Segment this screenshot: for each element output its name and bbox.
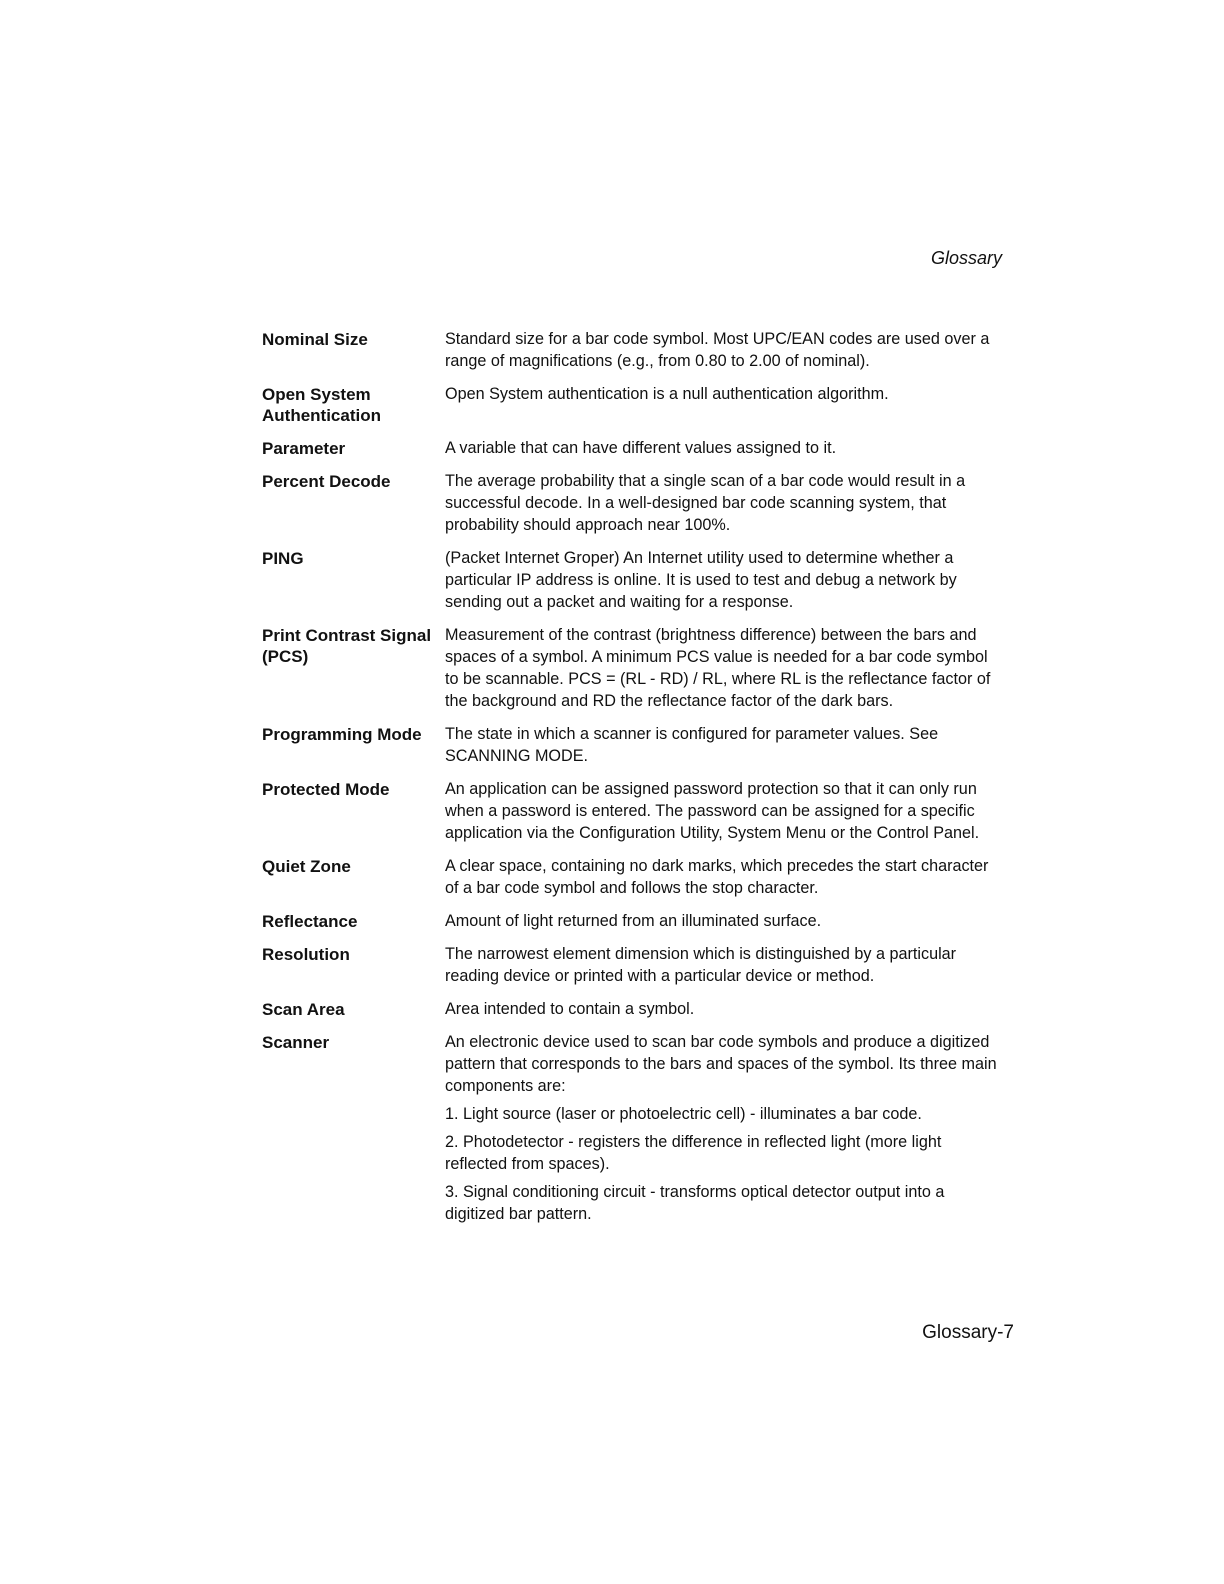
glossary-term: Protected Mode xyxy=(262,780,390,799)
definition-paragraph: A variable that can have different values assigned to it. xyxy=(445,439,837,457)
definition-paragraph: 2. Photodetector - registers the difference in reflected light (more light reflected from spaces). xyxy=(445,1133,942,1173)
glossary-entry xyxy=(262,998,1002,1020)
glossary-definition xyxy=(445,470,1002,536)
glossary-definition xyxy=(445,778,1002,844)
definition-paragraph: 3. Signal conditioning circuit - transforms optical detector output into a digitized bar pattern. xyxy=(445,1183,945,1223)
glossary-term: Percent Decode xyxy=(262,472,391,491)
glossary-definition xyxy=(445,1031,1002,1225)
glossary-entry xyxy=(262,778,1002,844)
definition-paragraph: 1. Light source (laser or photoelectric cell) - illuminates a bar code. xyxy=(445,1105,922,1123)
definition-paragraph: Amount of light returned from an illuminated surface. xyxy=(445,912,822,930)
glossary-term: Print Contrast Signal (PCS) xyxy=(262,626,432,666)
definition-paragraph: The average probability that a single scan of a bar code would result in a successful decode. In a well-designed bar code scanning system, that probability should approach near 100%. xyxy=(445,472,966,534)
glossary-term: Scanner xyxy=(262,1033,330,1052)
glossary-term: Scan Area xyxy=(262,1000,345,1019)
glossary-entry xyxy=(262,723,1002,767)
running-header: Glossary xyxy=(930,248,1002,268)
glossary-entry xyxy=(262,1031,1002,1225)
definition-paragraph: The narrowest element dimension which is distinguished by a particular reading device or printed with a particular device or method. xyxy=(445,945,957,985)
glossary-entry xyxy=(262,383,1002,426)
glossary-entry xyxy=(262,855,1002,899)
definition-paragraph: The state in which a scanner is configured for parameter values. See SCANNING MODE. xyxy=(445,725,939,765)
glossary-term: Quiet Zone xyxy=(262,857,351,876)
glossary-entry xyxy=(262,943,1002,987)
glossary-entry xyxy=(262,328,1002,372)
definition-paragraph: Open System authentication is a null authentication algorithm. xyxy=(445,385,889,403)
page-number: Glossary-7 xyxy=(922,1322,1014,1343)
glossary-definition xyxy=(445,943,1002,987)
definition-paragraph: An application can be assigned password protection so that it can only run when a password is entered. The password can be assigned for a specific application via the Configuration Utility, System Menu or the Control Panel. xyxy=(445,780,980,842)
glossary-definition xyxy=(445,383,1002,426)
definition-paragraph: Area intended to contain a symbol. xyxy=(445,1000,695,1018)
glossary-entry xyxy=(262,470,1002,536)
glossary-definition xyxy=(445,547,1002,613)
glossary-definition xyxy=(445,437,1002,459)
definition-paragraph: An electronic device used to scan bar code symbols and produce a digitized pattern that corresponds to the bars and spaces of the symbol. Its three main components are: xyxy=(445,1033,997,1095)
glossary-term: Reflectance xyxy=(262,912,358,931)
definition-paragraph: Measurement of the contrast (brightness difference) between the bars and spaces of a symbol. A minimum PCS value is needed for a bar code symbol to be scannable. PCS = (RL - RD) / RL, where RL is the reflectance factor of the background and RD the reflectance factor of the dark bars. xyxy=(445,626,991,710)
glossary-entry xyxy=(262,910,1002,932)
glossary-definition xyxy=(445,910,1002,932)
definition-paragraph: A clear space, containing no dark marks, which precedes the start character of a bar code symbol and follows the stop character. xyxy=(445,857,989,897)
glossary-term: Parameter xyxy=(262,439,346,458)
definition-paragraph: (Packet Internet Groper) An Internet utility used to determine whether a particular IP address is online. It is used to test and debug a network by sending out a packet and waiting for a response. xyxy=(445,549,957,611)
glossary-entry xyxy=(262,547,1002,613)
glossary-term: Open System Authentication xyxy=(262,385,381,425)
glossary-definition xyxy=(445,328,1002,372)
glossary-term: Programming Mode xyxy=(262,725,422,744)
glossary-list xyxy=(262,328,1002,1236)
glossary-definition xyxy=(445,855,1002,899)
definition-paragraph: Standard size for a bar code symbol. Most UPC/EAN codes are used over a range of magnifications (e.g., from 0.80 to 2.00 of nominal). xyxy=(445,330,990,370)
glossary-definition xyxy=(445,998,1002,1020)
glossary-entry xyxy=(262,437,1002,459)
glossary-term: Nominal Size xyxy=(262,330,368,349)
glossary-definition xyxy=(445,624,1002,712)
glossary-entry xyxy=(262,624,1002,712)
glossary-term: Resolution xyxy=(262,945,350,964)
glossary-definition xyxy=(445,723,1002,767)
glossary-term: PING xyxy=(262,549,304,568)
